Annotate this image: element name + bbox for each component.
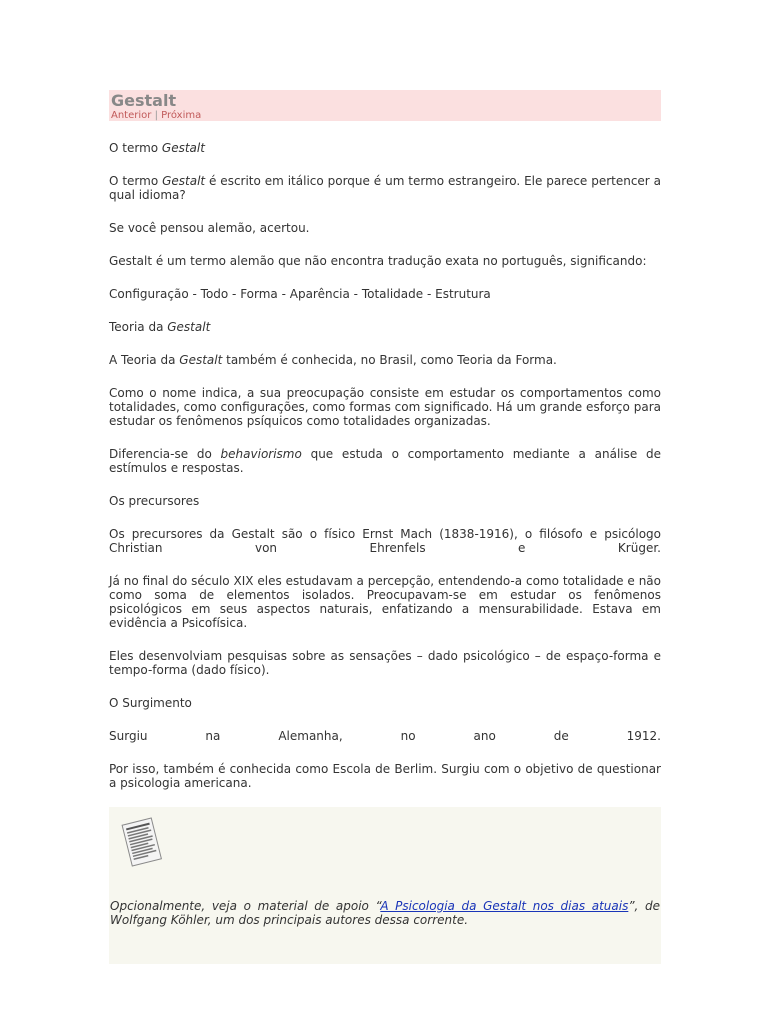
content	[109, 90, 661, 964]
support-material-text: Opcionalmente, veja o material de apoio “A Psicologia da Gestalt nos dias atuais”, de Wolfgang Köhler, um dos principais autores dessa corrente.	[110, 899, 660, 927]
paragraph-definition: Gestalt é um termo alemão que não encontra tradução exata no português, significando:	[109, 254, 647, 268]
document-icon	[118, 815, 166, 871]
paragraph-precursores: Os precursores da Gestalt são o físico Ernst Mach (1838-1916), o filósofo e psicólogo Christian von Ehrenfels e Krüger.	[109, 527, 661, 555]
page-title: Gestalt	[111, 91, 177, 110]
paragraph-alemao: Se você pensou alemão, acertou.	[109, 221, 310, 235]
paragraph-teoria-forma: A Teoria da Gestalt também é conhecida, no Brasil, como Teoria da Forma.	[109, 353, 557, 367]
section-heading-termo: O termo Gestalt	[109, 141, 205, 155]
nav-separator: |	[154, 110, 158, 121]
paragraph-italic-term: O termo Gestalt é escrito em itálico porque é um termo estrangeiro. Ele parece pertencer a qual idioma?	[109, 174, 661, 202]
support-material-link[interactable]: A Psicologia da Gestalt nos dias atuais	[380, 899, 629, 913]
next-link[interactable]: Próxima	[161, 110, 202, 121]
paragraph-sensacoes: Eles desenvolviam pesquisas sobre as sensações – dado psicológico – de espaço-forma e tempo-forma (dado físico).	[109, 649, 661, 677]
support-material-box	[109, 807, 661, 964]
paragraph-preocupacao: Como o nome indica, a sua preocupação consiste em estudar os comportamentos como totalidades, como configurações, como formas com significado. Há um grande esforço para estudar os fenômenos psíquicos como totalidades organizadas.	[109, 386, 661, 428]
paragraph-surgiu: Surgiu na Alemanha, no ano de 1912.	[109, 729, 661, 743]
paragraph-seculo-xix: Já no final do século XIX eles estudavam a percepção, entendendo-a como totalidade e não como soma de elementos isolados. Preocupavam-se em estudar os fenômenos psicológicos em seus aspectos naturais, enfatizando a mensurabilidade. Estava em evidência a Psicofísica.	[109, 574, 661, 630]
paragraph-meanings: Configuração - Todo - Forma - Aparência - Totalidade - Estrutura	[109, 287, 491, 301]
section-heading-teoria: Teoria da Gestalt	[109, 320, 211, 334]
previous-link[interactable]: Anterior	[111, 110, 152, 121]
section-heading-surgimento: O Surgimento	[109, 696, 192, 710]
title-bar	[109, 90, 661, 121]
paragraph-escola-berlim: Por isso, também é conhecida como Escola de Berlim. Surgiu com o objetivo de questionar a psicologia americana.	[109, 762, 661, 790]
paragraph-behaviorismo: Diferencia-se do behaviorismo que estuda o comportamento mediante a análise de estímulos e respostas.	[109, 447, 661, 475]
section-heading-precursores: Os precursores	[109, 494, 200, 508]
pagination-nav	[111, 110, 659, 121]
